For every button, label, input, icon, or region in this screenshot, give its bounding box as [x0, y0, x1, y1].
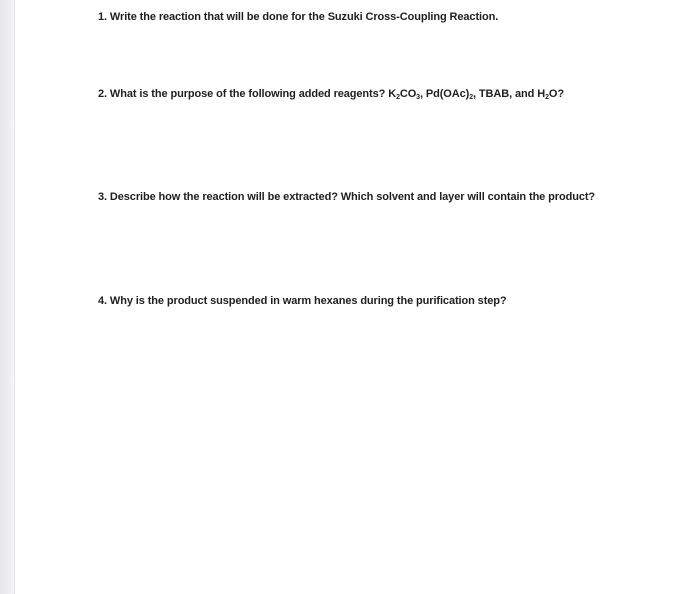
question-2-prefix: 2. What is the purpose of the following added reagents?	[98, 88, 389, 100]
document-page	[15, 0, 700, 594]
reagent-h2o: $H_2O$?	[537, 88, 564, 101]
question-4: 4. Why is the product suspended in warm hexanes during the purification step?	[98, 295, 507, 307]
reagent-pd-oac2: $Pd(OAc)_2$	[425, 88, 473, 101]
question-1: 1. Write the reaction that will be done for the Suzuki Cross-Coupling Reaction.	[98, 11, 499, 23]
question-3: 3. Describe how the reaction will be extracted? Which solvent and layer will contain the product?	[98, 191, 596, 203]
reagent-k2co3: $K_2CO_3$	[388, 88, 420, 101]
question-2: 2. What is the purpose of the following added reagents? $K_2CO_3$, $Pd(OAc)_2$, TBAB, and $H_2O$?	[98, 88, 564, 101]
document-viewer-left-edge	[0, 0, 14, 594]
